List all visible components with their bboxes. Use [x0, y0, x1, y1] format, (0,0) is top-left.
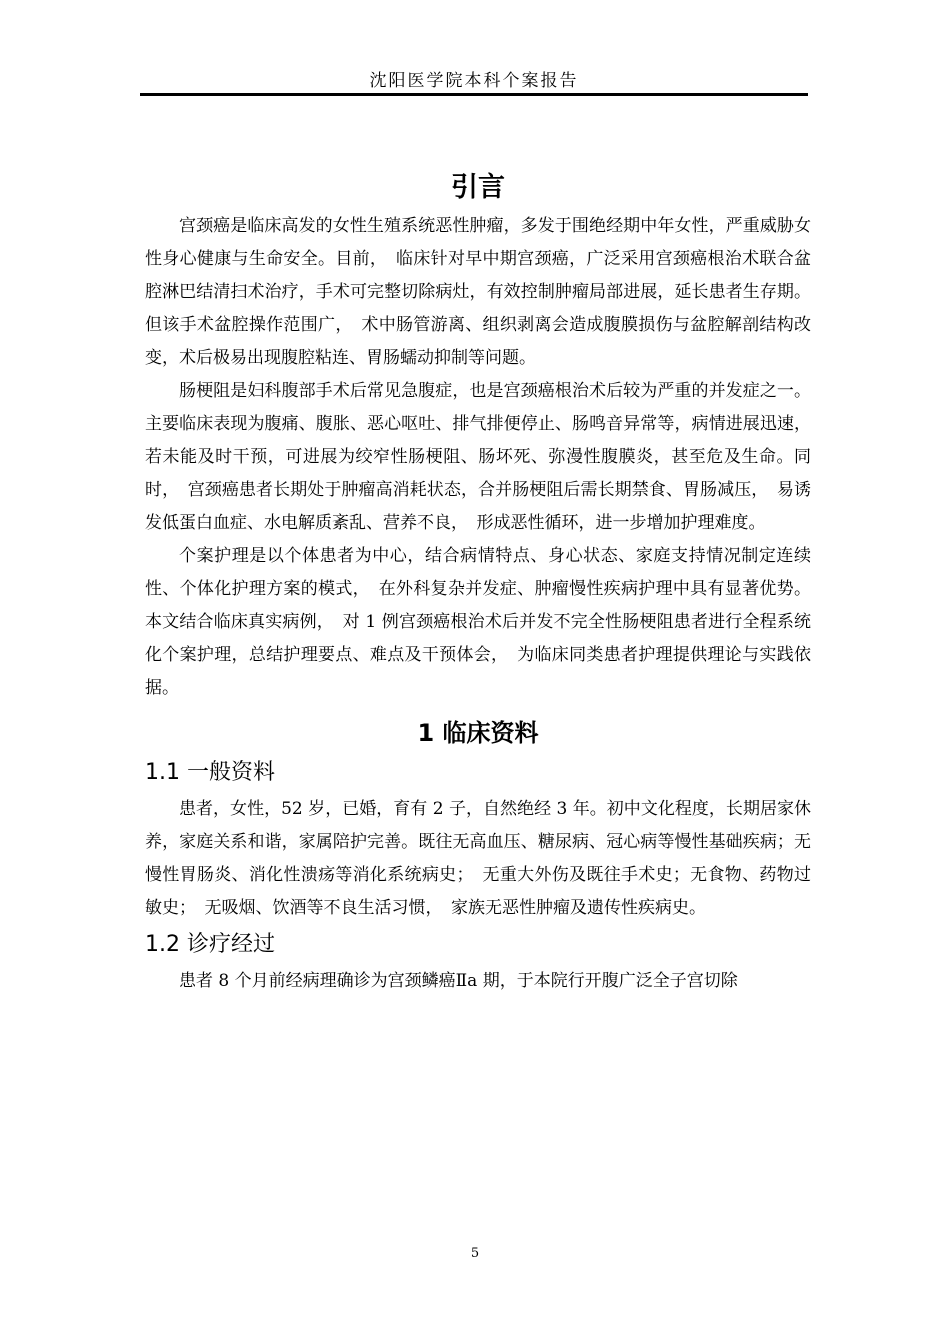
- section-1-1-heading: 1.1 一般资料: [145, 760, 275, 785]
- intro-paragraph-2: 肠梗阻是妇科腹部手术后常见急腹症，也是宫颈癌根治术后较为严重的并发症之一。主要临床表现为腹痛、腹胀、恶心呕吐、排气排便停止、肠鸣音异常等，病情进展迅速，若未能及时干预，可进展为绞窄性肠梗阻、肠坏死、弥漫性腹膜炎，甚至危及生命。同时， 宫颈癌患者长期处于肿瘤高消耗状态，合并肠梗阻后需长期禁食、胃肠减压， 易诱发低蛋白血症、水电解质紊乱、营养不良， 形成恶性循环，进一步增加护理难度。: [145, 381, 811, 533]
- section-1-2-heading: 1.2 诊疗经过: [145, 932, 275, 957]
- intro-paragraph-1: 宫颈癌是临床高发的女性生殖系统恶性肿瘤，多发于围绝经期中年女性，严重威胁女性身心健康与生命安全。目前， 临床针对早中期宫颈癌，广泛采用宫颈癌根治术联合盆腔淋巴结清扫术治疗，手术可完整切除病灶，有效控制肿瘤局部进展，延长患者生存期。但该手术盆腔操作范围广， 术中肠管游离、组织剥离会造成腹膜损伤与盆腔解剖结构改变，术后极易出现腹腔粘连、胃肠蠕动抑制等问题。: [145, 216, 811, 368]
- section-1-heading: 1 临床资料: [417, 719, 539, 747]
- header-divider: [140, 93, 808, 96]
- page-number: 5: [470, 1246, 480, 1261]
- running-header: 沈阳医学院本科个案报告: [369, 71, 579, 91]
- intro-paragraph-3: 个案护理是以个体患者为中心，结合病情特点、身心状态、家庭支持情况制定连续性、个体化护理方案的模式， 在外科复杂并发症、肿瘤慢性疾病护理中具有显著优势。本文结合临床真实病例， 对 1 例宫颈癌根治术后并发不完全性肠梗阻患者进行全程系统化个案护理，总结护理要点、难点及干预体会， 为临床同类患者护理提供理论与实践依据。: [145, 546, 811, 698]
- page-body: [145, 166, 811, 991]
- intro-heading: 引言: [451, 172, 505, 203]
- section-1-2-paragraph: 患者 8 个月前经病理确诊为宫颈鳞癌Ⅱa 期，于本院行开腹广泛全子宫切除: [179, 971, 738, 991]
- section-1-1-paragraph: 患者，女性，52 岁，已婚，育有 2 子，自然绝经 3 年。初中文化程度，长期居家休养，家庭关系和谐，家属陪护完善。既往无高血压、糖尿病、冠心病等慢性基础疾病；无慢性胃肠炎、消化性溃疡等消化系统病史； 无重大外伤及既往手术史；无食物、药物过敏史； 无吸烟、饮酒等不良生活习惯， 家族无恶性肿瘤及遗传性疾病史。: [145, 799, 811, 918]
